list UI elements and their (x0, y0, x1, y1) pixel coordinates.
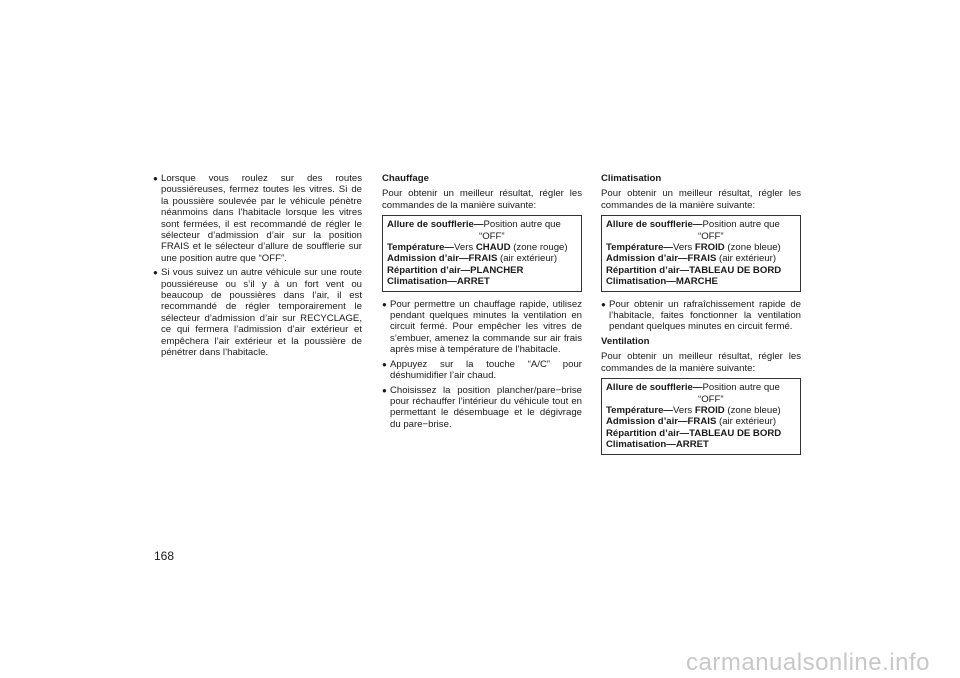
section-intro: Pour obtenir un meilleur résultat, régler les commandes de la manière suivante: (382, 188, 582, 211)
section-intro: Pour obtenir un meilleur résultat, régler les commandes de la manière suivante: (601, 188, 801, 211)
bullet-item (382, 385, 582, 431)
bullet-text: Pour permettre un chauffage rapide, utilisez pendant quelques minutes la ventilation en circuit fermé. Pour empêcher les vitres de s’embuer, amenez la commande sur air frais après mise à température de l’habitacle. (390, 298, 582, 356)
setting-blower: Allure de soufflerie—Position autre que (606, 382, 780, 394)
settings-box-chauffage (382, 215, 582, 291)
bullet-text: Si vous suivez un autre véhicule sur une route poussiéreuse ou s’il y à un fort vent ou beaucoup de poussières dans l’air, il est recommandé de régler temporairement le sélecteur d’admission d’air sur RECYCLAGE, ce qui fermera l’admission d’air extérieur et empêchera l’air extérieur et la poussière de pénétrer dans l’habitacle. (161, 267, 362, 359)
bullet-item (601, 299, 801, 333)
setting-blower-cont: “OFF” (698, 230, 724, 242)
setting-temperature: Température—Vers FROID (zone bleue) (606, 242, 781, 254)
section-intro: Pour obtenir un meilleur résultat, régler les commandes de la manière suivante: (601, 351, 801, 374)
setting-air-conditioning: Climatisation—ARRET (606, 439, 709, 451)
page-number: 168 (154, 549, 175, 563)
section-heading-ventilation: Ventilation (601, 335, 650, 347)
bullet-dot-icon: ● (382, 299, 387, 309)
setting-air-intake: Admission d’air—FRAIS (air extérieur) (606, 416, 777, 428)
setting-air-distribution: Répartition d’air—TABLEAU DE BORD (606, 427, 782, 439)
bullet-item (153, 173, 362, 264)
settings-box-climatisation (601, 215, 801, 291)
setting-air-distribution: Répartition d’air—PLANCHER (387, 264, 524, 276)
bullet-dot-icon: ● (153, 174, 158, 183)
bullet-dot-icon: ● (601, 299, 606, 309)
setting-air-intake: Admission d’air—FRAIS (air extérieur) (606, 253, 777, 265)
column-middle (382, 173, 582, 433)
bullet-text: Pour obtenir un rafraîchissement rapide de l’habitacle, faites fonctionner la ventilation pendant quelques minutes en circuit fermé. (609, 298, 801, 333)
bullet-text: Choisissez la position plancher/pare−brise pour réchauffer l’intérieur du véhicule tout en permettant le désembuage et le dégivrage du pare−brise. (390, 384, 582, 430)
setting-air-distribution: Répartition d’air—TABLEAU DE BORD (606, 264, 782, 276)
settings-box-ventilation (601, 378, 801, 454)
setting-air-conditioning: Climatisation—MARCHE (606, 276, 718, 288)
section-heading-chauffage: Chauffage (382, 173, 429, 184)
bullet-item (382, 299, 582, 356)
setting-air-conditioning: Climatisation—ARRET (387, 276, 490, 288)
setting-blower: Allure de soufflerie—Position autre que (606, 219, 780, 231)
bullet-text: Appuyez sur la touche “A/C” pour déshumidifier l’air chaud. (390, 358, 582, 382)
setting-blower-cont: “OFF” (479, 230, 505, 242)
bullet-item (153, 267, 362, 358)
bullet-text: Lorsque vous roulez sur des routes poussiéreuses, fermez toutes les vitres. Si de la poussière soulevée par le véhicule pénètre néanmoins dans l’habitacle lorsque les vitres sont fermées, il est recommandé de régler le sélecteur d’admission d’air sur la position FRAIS et le sélecteur d’allure de soufflerie sur une position autre que “OFF”. (161, 173, 362, 264)
setting-temperature: Température—Vers CHAUD (zone rouge) (387, 242, 568, 254)
column-right (601, 173, 801, 462)
bullet-item (382, 359, 582, 382)
setting-air-intake: Admission d’air—FRAIS (air extérieur) (387, 253, 558, 265)
setting-blower: Allure de soufflerie—Position autre que (387, 219, 561, 231)
column-left (153, 173, 362, 362)
bullet-dot-icon: ● (153, 268, 158, 278)
bullet-dot-icon: ● (382, 385, 387, 395)
section-heading-climatisation: Climatisation (601, 173, 662, 184)
setting-temperature: Température—Vers FROID (zone bleue) (606, 404, 781, 416)
setting-blower-cont: “OFF” (698, 393, 724, 405)
watermark: carmanualsonline.info (686, 649, 930, 676)
bullet-dot-icon: ● (382, 359, 387, 369)
